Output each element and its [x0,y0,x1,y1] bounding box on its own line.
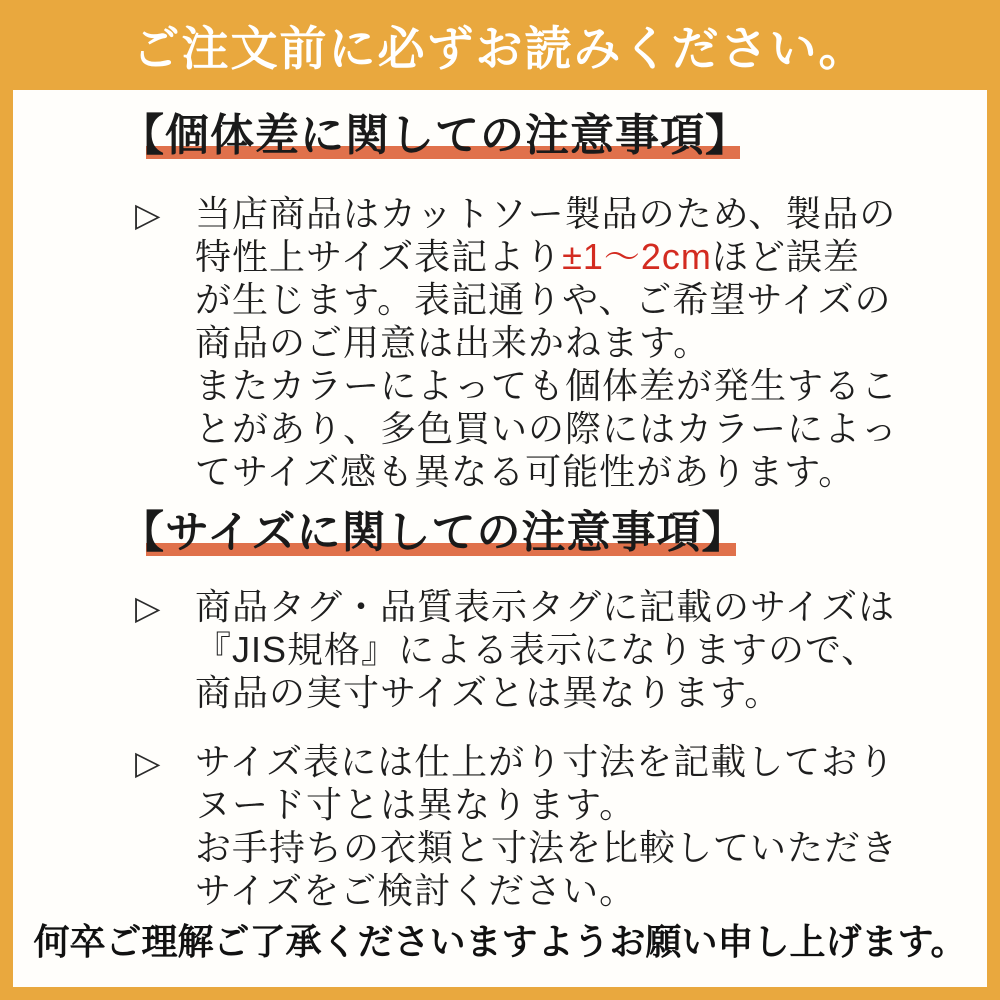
section2-heading-text: 【サイズに関しての注意事項】 [120,508,747,557]
text-line: 『JIS規格』による表示になりますので、 [195,629,879,670]
top-banner [0,0,1000,90]
section2-bullet2 [135,740,987,912]
text-line: 商品のご用意は出来かねます。 [195,322,711,363]
text-line: サイズをご検討ください。 [195,870,637,911]
triangle-bullet-icon: ▷ [135,744,161,781]
section2-heading-row [120,507,987,559]
section1-bullet1 [135,192,987,493]
text-line: とがあり、多色買いの際にはカラーによっ [195,408,899,449]
section2-heading [120,507,746,559]
text-segment: 特性上サイズ表記より [195,236,563,277]
triangle-bullet-icon: ▷ [135,196,161,233]
text-segment: ほど誤差 [711,236,860,277]
text-line: お手持ちの衣類と寸法を比較していただき [195,827,899,868]
text-line: 商品タグ・品質表示タグに記載のサイズは [195,586,896,627]
highlighted-tolerance-text: ±1～2cm [562,236,712,277]
banner-title: ご注文前に必ずお読みください。 [132,21,868,75]
text-line: ヌード寸とは異なります。 [195,784,637,825]
section2-bullet2-text [195,740,898,912]
text-line [195,235,898,278]
text-line: 商品の実寸サイズとは異なります。 [195,672,782,713]
text-line: が生じます。表記通りや、ご希望サイズの [195,279,892,320]
section1-heading-text: 【個体差に関しての注意事項】 [120,111,750,160]
section1-heading [120,110,750,162]
text-line: 当店商品はカットソー製品のため、製品の [195,193,897,234]
triangle-bullet-icon: ▷ [135,589,161,626]
footer-note: 何卒ご理解ご了承くださいますようお願い申し上げます。 [33,921,967,962]
notice-body [13,90,987,987]
section1-bullet1-text [195,192,898,493]
section2-bullet1-text [195,585,895,714]
section2-bullet1 [135,585,987,714]
text-line: てサイズ感も異なる可能性があります。 [195,451,856,492]
section1-heading-row [120,110,987,162]
text-line: またカラーによっても個体差が発生するこ [195,365,899,406]
text-line: サイズ表には仕上がり寸法を記載しており [195,741,896,782]
